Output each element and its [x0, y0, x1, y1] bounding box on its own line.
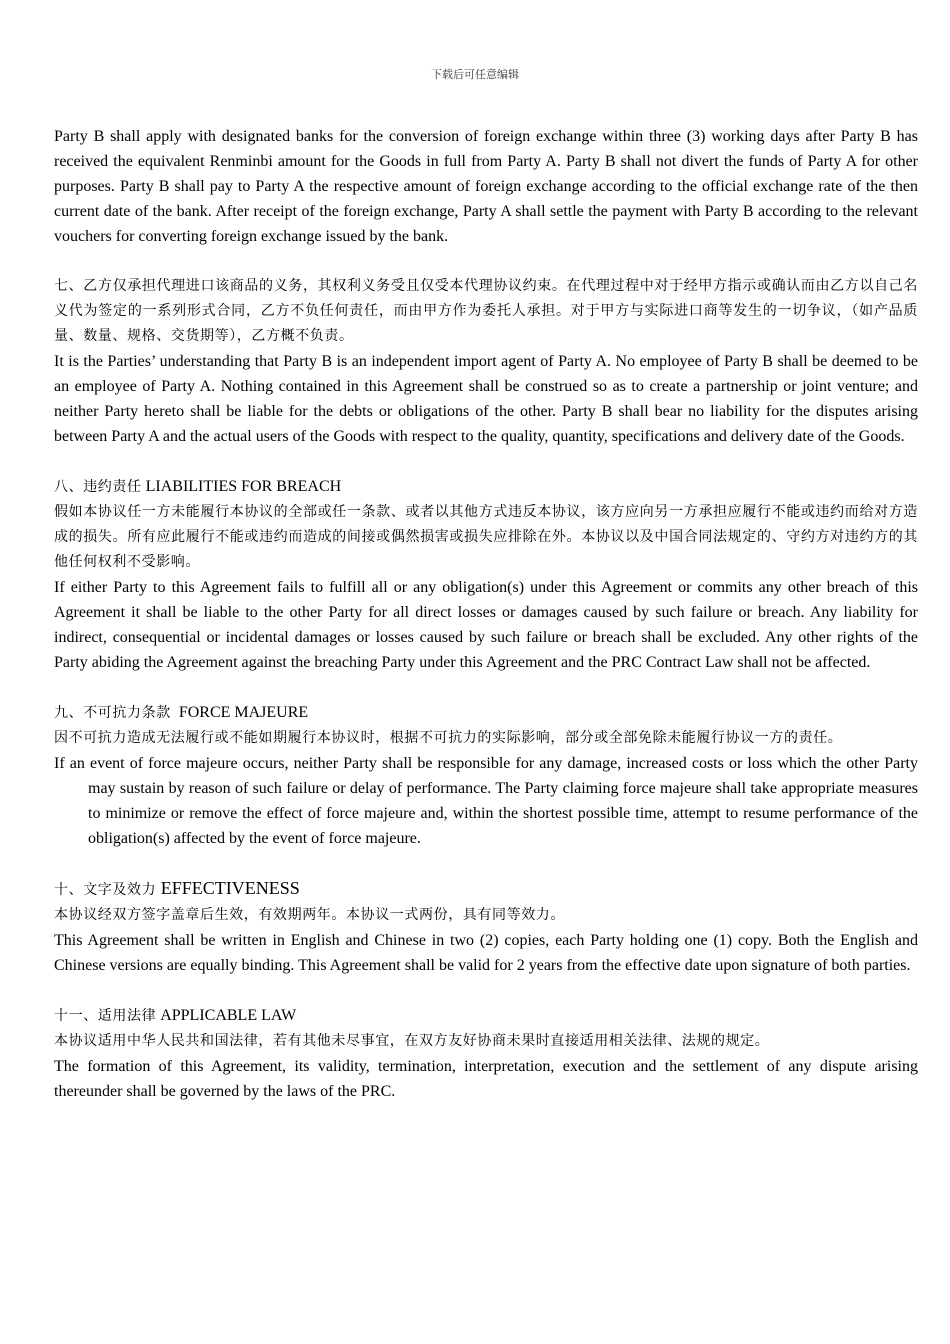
clause-10-heading-en: EFFECTIVENESS	[156, 878, 300, 898]
clause-9-heading-zh: 九、不可抗力条款	[54, 705, 171, 721]
clause-8-heading-zh: 八、违约责任	[54, 479, 142, 495]
spacer	[54, 449, 918, 474]
payment-clause-en: Party B shall apply with designated banks for the conversion of foreign exchange within three (3) working days after Party B has received the equivalent Renminbi amount for the Goods in full from Party A. Party B shall not divert the funds of Party A for other purposes. Party B shall pay to Party A the respective amount of foreign exchange according to the official exchange rate of the then current date of the bank. After receipt of the foreign exchange, Party A shall settle the payment with Party B according to the relevant vouchers for converting foreign exchange issued by the bank.	[54, 128, 918, 245]
clause-7-en: It is the Parties’ understanding that Party B is an independent import agent of Party A. No employee of Party B shall be deemed to be an employee of Party A. Nothing contained in this Agreement shall be construed so as to create a partnership or joint venture; and neither Party hereto shall be liable for the debts or obligations of the other. Party B shall bear no liability for the disputes arising between Party A and the actual users of the Goods with respect to the quality, quantity, specifications and delivery date of the Goods.	[54, 353, 918, 445]
clause-9-heading-en: FORCE MAJEURE	[170, 704, 309, 721]
spacer	[54, 851, 918, 876]
clause-8-zh: 假如本协议任一方未能履行本协议的全部或任一条款、或者以其他方式违反本协议，该方应向另一方承担应履行不能或违约而给对方造成的损失。所有应此履行不能或违约而造成的间接或偶然损害或损失应排除在外。本协议以及中国合同法规定的、守约方对违约方的其他任何权利不受影响。	[54, 504, 918, 570]
clause-11-en: The formation of this Agreement, its validity, termination, interpretation, execution and the settlement of any dispute arising thereunder shall be governed by the laws of the PRC.	[54, 1058, 918, 1100]
clause-11-heading-zh: 十一、适用法律	[54, 1008, 157, 1024]
spacer	[54, 978, 918, 1003]
clause-8-en: If either Party to this Agreement fails to fulfill all or any obligation(s) under this Agreement or commits any other breach of this Agreement it shall be liable to the other Party for all direct losses or damages caused by such failure or breach. Any liability for indirect, consequential or incidental damages or losses caused by such failure or breach shall be excluded. Any other rights of the Party abiding the Agreement against the breaching Party under this Agreement and the PRC Contract Law shall not be affected.	[54, 579, 918, 671]
page-header: 下载后可任意编辑	[431, 68, 519, 81]
clause-11-heading-en: APPLICABLE LAW	[156, 1007, 297, 1024]
clause-10-heading-zh: 十、文字及效力	[54, 882, 157, 898]
clause-11-heading	[54, 1003, 918, 1029]
clause-10-en: This Agreement shall be written in English and Chinese in two (2) copies, each Party holding one (1) copy. Both the English and Chinese versions are equally binding. This Agreement shall be valid for 2 years from the effective date upon signature of both parties.	[54, 932, 918, 974]
spacer	[54, 675, 918, 700]
clause-9-heading	[54, 700, 918, 726]
clause-10-zh: 本协议经双方签字盖章后生效，有效期两年。本协议一式两份，具有同等效力。	[54, 907, 565, 923]
spacer	[54, 249, 918, 274]
document-body	[54, 124, 918, 1104]
clause-10-heading	[54, 876, 918, 903]
clause-8-heading-en: LIABILITIES FOR BREACH	[141, 478, 342, 495]
clause-9-en: If an event of force majeure occurs, neither Party shall be responsible for any damage, increased costs or loss which the other Party may sustain by reason of such failure or delay of performance. The Party claiming force majeure shall take appropriate measures to minimize or remove the effect of force majeure and, within the shortest possible time, attempt to resume performance of the obligation(s) affected by the event of force majeure.	[54, 755, 918, 847]
clause-8-heading	[54, 474, 918, 500]
clause-11-zh: 本协议适用中华人民共和国法律，若有其他未尽事宜，在双方友好协商未果时直接适用相关法律、法规的规定。	[54, 1033, 770, 1049]
clause-9-zh: 因不可抗力造成无法履行或不能如期履行本协议时，根据不可抗力的实际影响，部分或全部免除未能履行协议一方的责任。	[54, 730, 843, 746]
clause-7-zh: 七、乙方仅承担代理进口该商品的义务，其权利义务受且仅受本代理协议约束。在代理过程中对于经甲方指示或确认而由乙方以自己名义代为签定的一系列形式合同，乙方不负任何责任，而由甲方作为委托人承担。对于甲方与实际进口商等发生的一切争议，（如产品质量、数量、规格、交货期等），乙方概不负责。	[54, 278, 918, 344]
